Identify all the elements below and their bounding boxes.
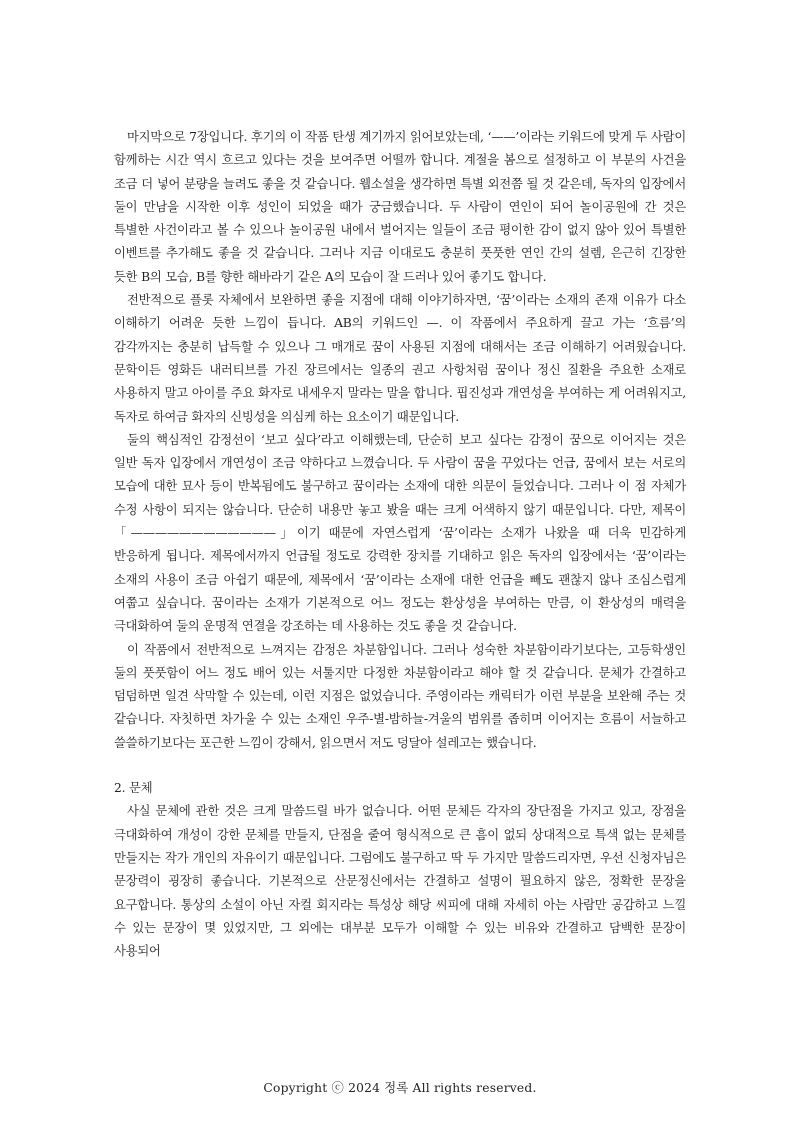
paragraph: 둘의 핵심적인 감정선이 ‘보고 싶다’라고 이해했는데, 단순히 보고 싶다는 감정이 꿈으로 이어지는 것은 일반 독자 입장에서 개연성이 조금 약하다고 느꼈습니다. 두 사람이 꿈을 꾸었다는 언급, 꿈에서 보는 서로의 모습에 대한 묘사 등이 반복됨에도 불구하고 꿈이라는 소재에 대한 의문이 들었습니다. 그러나 이 점 자체가 수정 사항이 되지는 않습니다. 단순히 내용만 놓고 봤을 때는 크게 어색하지 않기 때문입니다. 다만, 제목이 「————————————」이기 때문에 자연스럽게 ‘꿈’이라는 소재가 나왔을 때 더욱 민감하게 반응하게 됩니다. 제목에서까지 언급될 정도로 강력한 장치를 기대하고 읽은 독자의 입장에서는 ‘꿈’이라는 소재의 사용이 조금 아쉽기 때문에, 제목에서 ‘꿈’이라는 소재에 대한 언급을 빼도 괜찮지 않나 조심스럽게 여쭙고 싶습니다. 꿈이라는 소재가 기본적으로 어느 정도는 환상성을 부여하는 만큼, 이 환상성의 매력을 극대화하여 둘의 운명적 연결을 강조하는 데 사용하는 것도 좋을 것 같습니다. [114, 432, 686, 634]
paragraph: 이 작품에서 전반적으로 느껴지는 감정은 차분함입니다. 그러나 성숙한 차분함이라기보다는, 고등학생인 둘의 풋풋함이 어느 정도 배어 있는 서툴지만 다정한 차분함이라고 해야 할 것 같습니다. 문체가 간결하고 덤덤하면 일견 삭막할 수 있는데, 이런 지점은 없었습니다. 주영이라는 캐릭터가 이런 부분을 보완해 주는 것 같습니다. 자칫하면 차가울 수 있는 소재인 우주-별-밤하늘-겨울의 범위를 좁히며 이어지는 흐름이 서늘하고 쓸쓸하기보다는 포근한 느낌이 강해서, 읽으면서 저도 덩달아 설레고는 했습니다. [114, 642, 686, 750]
paragraph: 마지막으로 7장입니다. 후기의 이 작품 탄생 계기까지 읽어보았는데, ‘——’이라는 키워드에 맞게 두 사람이 함께하는 시간 역시 흐르고 있다는 것을 보여주면 어떨까 합니다. 계절을 봄으로 설정하고 이 부분의 사건을 조금 더 넣어 분량을 늘려도 좋을 것 같습니다. 웹소설을 생각하면 특별 외전쯤 될 것 같은데, 독자의 입장에서 둘이 만남을 시작한 이후 성인이 되었을 때가 궁금했습니다. 두 사람이 연인이 되어 놀이공원에 간 것은 특별한 사건이라고 볼 수 있으나 놀이공원 내에서 벌어지는 일들이 조금 평이한 감이 없지 않아 있어 특별한 이벤트를 추가해도 좋을 것 같습니다. 그러나 지금 이대로도 충분히 풋풋한 연인 간의 설렘, 은근히 긴장한 듯한 B의 모습, B를 향한 해바라기 같은 A의 모습이 잘 드러나 있어 좋기도 합니다. [114, 130, 686, 284]
paragraph: 전반적으로 플롯 자체에서 보완하면 좋을 지점에 대해 이야기하자면, ‘꿈’이라는 소재의 존재 이유가 다소 이해하기 어려운 듯한 느낌이 듭니다. AB의 키워드인 —. 이 작품에서 주요하게 끌고 가는 ‘흐름’의 감각까지는 충분히 납득할 수 있으나 그 매개로 꿈이 사용된 지점에 대해서는 조금 이해하기 어려웠습니다. 문학이든 영화든 내러티브를 가진 장르에서는 일종의 권고 사항처럼 꿈이나 정신 질환을 주요한 소재로 사용하지 말고 아이를 주요 화자로 내세우지 말라는 말을 합니다. 핍진성과 개연성을 부여하는 게 어려워지고, 독자로 하여금 화자의 신빙성을 의심케 하는 요소이기 때문입니다. [114, 293, 686, 424]
copyright-footer: Copyright ⓒ 2024 정록 All rights reserved. [263, 1081, 537, 1095]
document-body [114, 126, 686, 963]
paragraph: 사실 문체에 관한 것은 크게 말씀드릴 바가 없습니다. 어떤 문체든 각자의 장단점을 가지고 있고, 장점을 극대화하여 개성이 강한 문체를 만들지, 단점을 줄여 형식적으로 큰 흠이 없되 상대적으로 특색 없는 문체를 만들지는 작가 개인의 자유이기 때문입니다. 그럼에도 불구하고 딱 두 가지만 말씀드리자면, 우선 신청자님은 문장력이 굉장히 좋습니다. 기본적으로 산문정신에서는 간결하고 설명이 필요하지 않은, 정확한 문장을 요구합니다. 통상의 소설이 아닌 자컬 회지라는 특성상 해당 씨피에 대해 자세히 아는 사람만 공감하고 느낄 수 있는 문장이 몇 있었지만, 그 외에는 대부분 모두가 이해할 수 있는 비유와 간결하고 담백한 문장이 사용되어 [114, 804, 686, 959]
section-spacer [114, 755, 686, 777]
section-heading: 2. 문체 [114, 781, 153, 796]
